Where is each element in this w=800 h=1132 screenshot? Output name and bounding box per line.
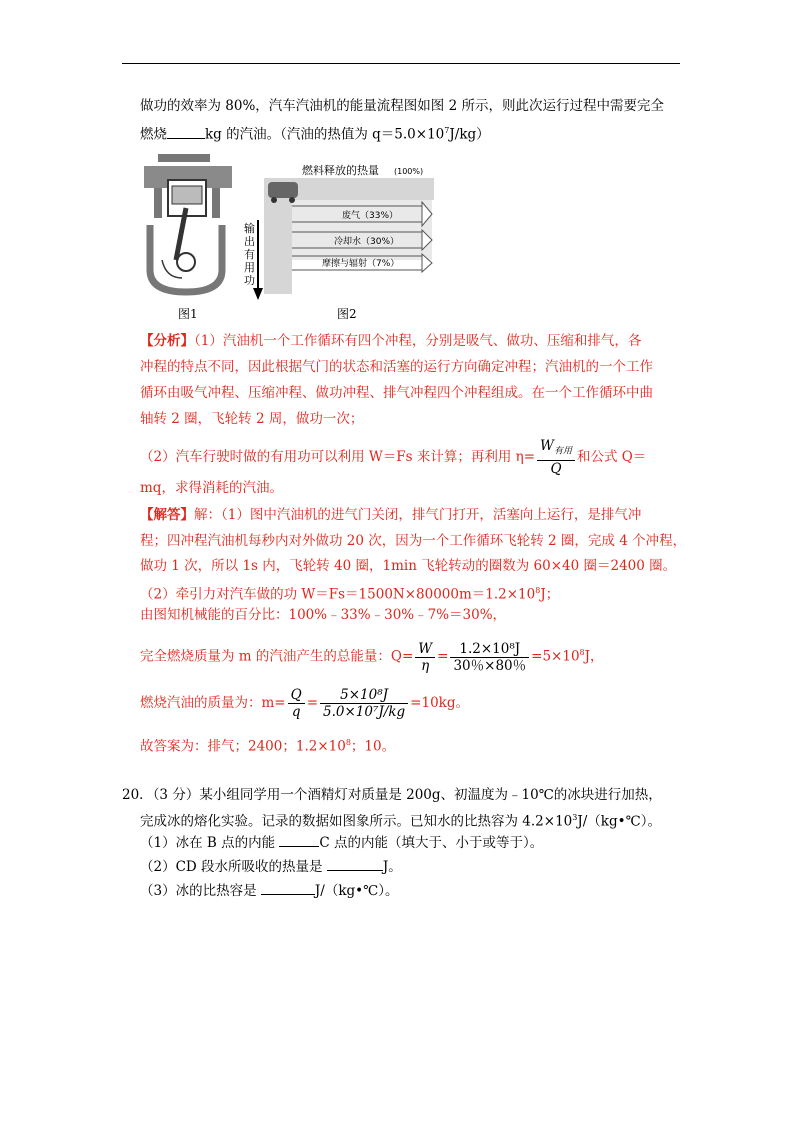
figure-2-energy-flow bbox=[244, 160, 444, 302]
analysis-line-2: 冲程的特点不同，因此根据气门的状态和活塞的运行方向确定冲程；汽油机的一个工作 bbox=[140, 359, 653, 375]
analysis-line-6: mq，求得消耗的汽油。 bbox=[140, 480, 283, 496]
analysis-line-3: 循环由吸气冲程、压缩冲程、做功冲程、排气冲程四个冲程组成。在一个工作循环中曲 bbox=[140, 385, 653, 401]
header-rule bbox=[122, 63, 680, 64]
answer-blank-1[interactable] bbox=[279, 832, 319, 847]
q20-part-1: （1）冰在 B 点的内能 C 点的内能（填大于、小于或等于）。 bbox=[140, 832, 543, 853]
figure-1-engine-diagram bbox=[136, 150, 241, 300]
solution-line-1: 【解答】解：（1）图中汽油机的进气门关闭，排气门打开，活塞向上运行，是排气冲 bbox=[140, 507, 642, 523]
figure-2-output-label: 输出有用功 bbox=[244, 222, 255, 287]
q20-line-2: 完成冰的熔化实验。记录的数据如图象所示。已知水的比热容为 $4.2\times 10^3J/(kg•℃)$。 bbox=[140, 813, 661, 830]
analysis-line-4: 轴转 2 圈，飞轮转 2 周，做功一次； bbox=[140, 411, 364, 427]
intro-line-2: 燃烧 kg 的汽油。（汽油的热值为 $q=5.0\times 10^7J/kg$） bbox=[140, 121, 490, 145]
q20-part-2: （2）CD 段水所吸收的热量是 J。 bbox=[140, 856, 402, 877]
figure-2-title: 燃料释放的热量 bbox=[302, 164, 379, 177]
answer-blank[interactable] bbox=[167, 124, 205, 139]
branch-friction: 摩擦与辐射（7%） bbox=[322, 259, 400, 269]
svg-text:(100%): (100%) bbox=[394, 167, 424, 176]
figure-2-caption: 图2 bbox=[337, 307, 357, 321]
q20-line-1: 20．（3 分）某小组同学用一个酒精灯对质量是 200g、初温度为﹣10℃的冰块进行加热， bbox=[122, 787, 662, 803]
analysis-line-1: 【分析】（1）汽油机一个工作循环有四个冲程，分别是吸气、做功、压缩和排气，各 bbox=[140, 333, 642, 349]
solution-line-4: （2）牵引力对汽车做的功 $W=Fs=1500N\times 80000m=1.2\times 10^8J$； bbox=[140, 586, 560, 603]
q20-part-3: （3）冰的比热容是 J/（kg•℃）。 bbox=[140, 880, 399, 901]
solution-line-2: 程；四冲程汽油机每秒内对外做功 20 次，因为一个工作循环飞轮转 2 圈，完成 4 个冲程， bbox=[140, 533, 687, 549]
branch-cooling-water: 冷却水（30%） bbox=[334, 237, 400, 247]
solution-line-5: 由图知机械能的百分比：100%﹣33%﹣30%﹣7%＝30%， bbox=[140, 607, 507, 623]
branch-exhaust: 废气（33%） bbox=[342, 211, 399, 221]
intro-line-1: 做功的效率为 80%，汽车汽油机的能量流程图如图 2 所示，则此次运行过程中需要完全 bbox=[140, 98, 664, 114]
solution-line-8: 故答案为：排气；2400；$1.2\times 10^8$；10。 bbox=[140, 738, 396, 755]
answer-blank-3[interactable] bbox=[261, 880, 315, 895]
solution-line-7: 燃烧汽油的质量为：m= $\frac{Q}{q}$ = $\frac{\text{5×10⁸J}}{\text{5.0×10⁷J/kg}}$ =10kg。 bbox=[140, 687, 469, 720]
answer-blank-2[interactable] bbox=[327, 856, 383, 871]
analysis-line-5: （2）汽车行驶时做的有用功可以利用 W＝Fs 来计算；再利用 η= $\frac{W_{有用}}{Q}$ 和公式 Q＝ bbox=[140, 438, 647, 477]
figure-1-caption: 图1 bbox=[178, 307, 198, 321]
solution-line-3: 做功 1 次，所以 1s 内，飞轮转 40 圈，1min 飞轮转动的圈数为 60×40 圈＝2400 圈。 bbox=[140, 558, 677, 574]
solution-line-6: 完全燃烧质量为 m 的汽油产生的总能量：Q= $\frac{W}{\eta}$ = $\frac{\text{1.2×10⁸J}}{30\%\times 80\%}$ $=5\times 10^8J$， bbox=[140, 640, 604, 674]
